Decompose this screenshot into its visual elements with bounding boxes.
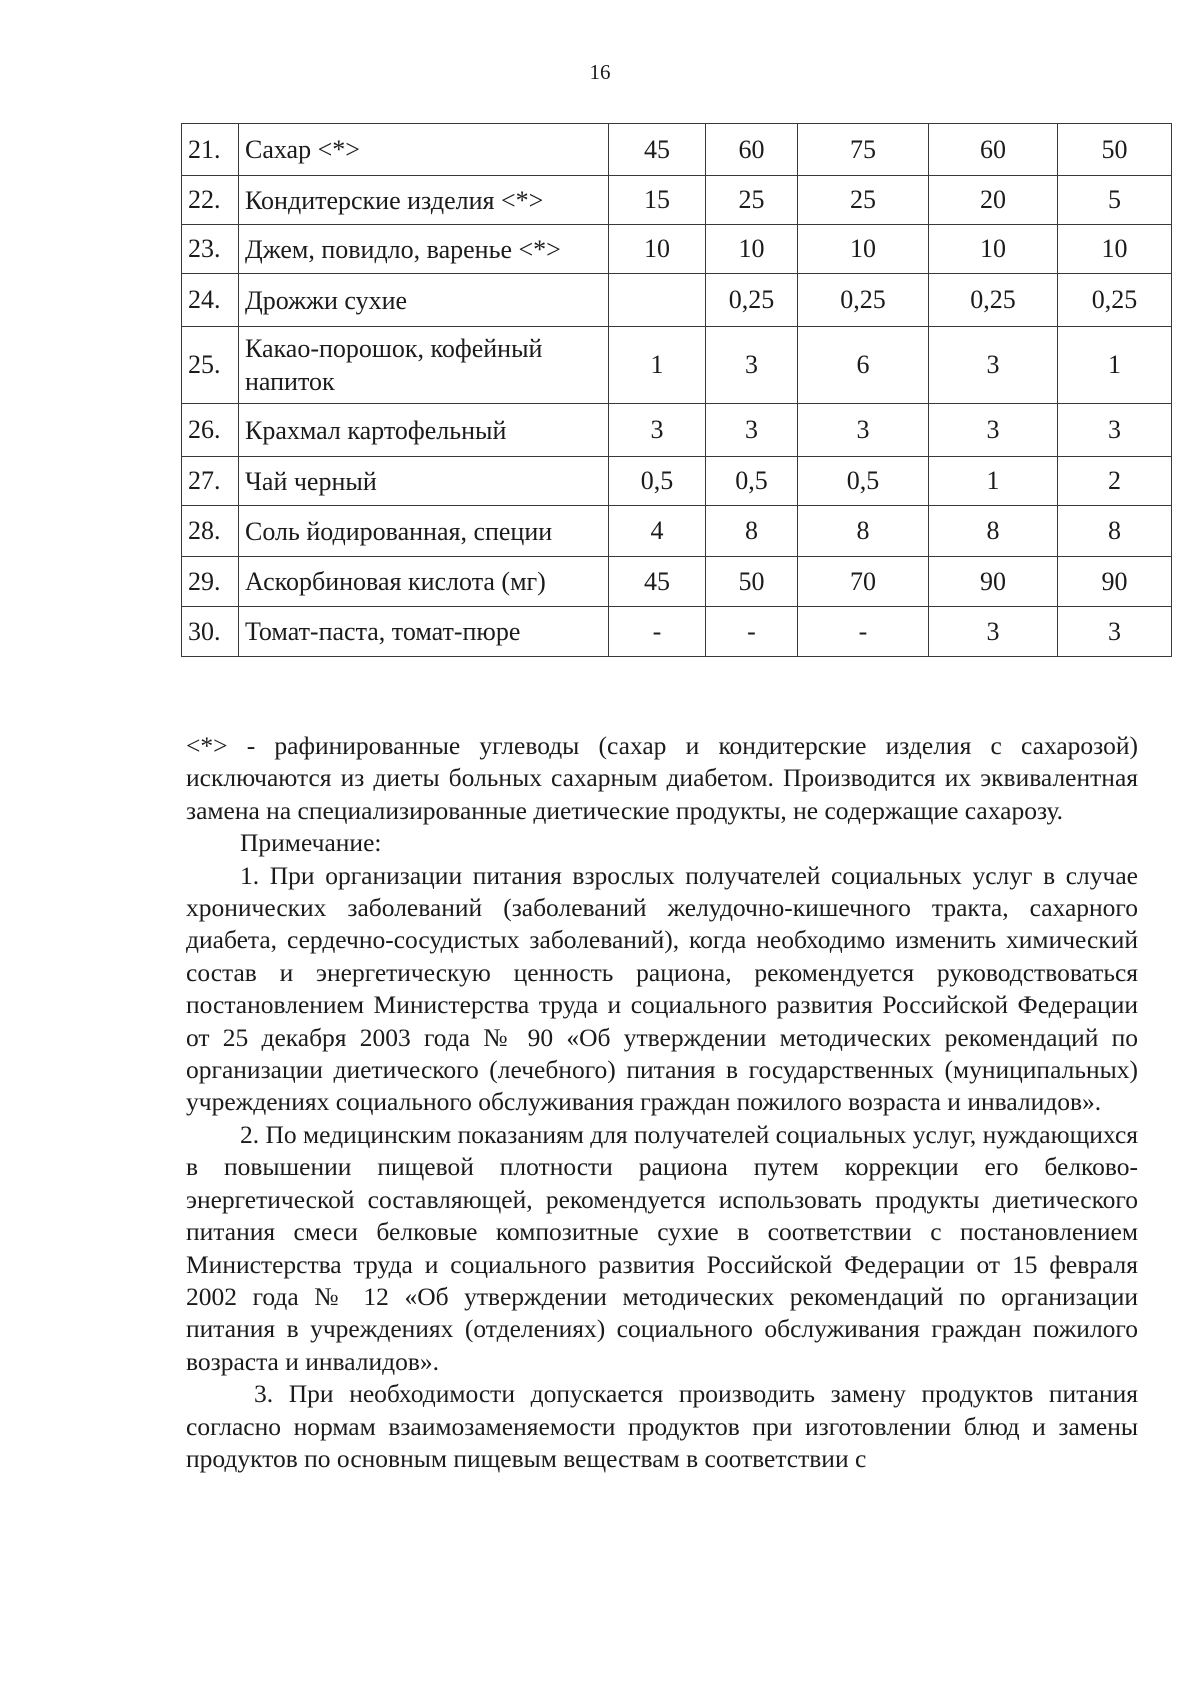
footnote: <*> - рафинированные углеводы (сахар и кондитерские изделия с сахарозой) исключаются из диеты больных сахарным диабетом. Производится их эквивалентная замена на специализированные диетические продукты, не содержащие сахарозу. xyxy=(186,731,1138,825)
norm-value: 25 xyxy=(798,176,929,225)
norm-value: 6 xyxy=(798,327,929,404)
norm-value: 3 xyxy=(1058,607,1172,657)
product-name: Кондитерские изделия <*> xyxy=(239,176,609,225)
product-name: Сахар <*> xyxy=(239,124,609,176)
norm-value: 0,25 xyxy=(798,274,929,327)
norm-value: 8 xyxy=(798,506,929,557)
norm-value: 25 xyxy=(706,176,798,225)
norm-value: 45 xyxy=(609,124,706,176)
norm-value: 10 xyxy=(1058,225,1172,274)
norm-value: 75 xyxy=(798,124,929,176)
note-3: 3. При необходимости допускается производить замену продуктов питания согласно нормам взаимозаменяемости продуктов при изготовлении блюд и замены продуктов по основным пищевым веществам в соответствии с xyxy=(186,1379,1138,1473)
table-body xyxy=(182,124,1172,657)
norm-value: 0,25 xyxy=(706,274,798,327)
product-name: Чай черный xyxy=(239,457,609,506)
norm-value xyxy=(609,274,706,327)
norm-value: 0,5 xyxy=(798,457,929,506)
table-row xyxy=(182,557,1172,607)
table-row xyxy=(182,274,1172,327)
norm-value: 3 xyxy=(1058,404,1172,457)
table-row xyxy=(182,457,1172,506)
row-number: 29. xyxy=(182,557,239,607)
row-number: 25. xyxy=(182,327,239,404)
table-row xyxy=(182,506,1172,557)
row-number: 21. xyxy=(182,124,239,176)
norm-value: 45 xyxy=(609,557,706,607)
norm-value: 15 xyxy=(609,176,706,225)
product-name: Томат-паста, томат-пюре xyxy=(239,607,609,657)
row-number: 27. xyxy=(182,457,239,506)
product-name: Джем, повидло, варенье <*> xyxy=(239,225,609,274)
norm-value: 0,5 xyxy=(609,457,706,506)
product-name: Соль йодированная, специи xyxy=(239,506,609,557)
norm-value: 90 xyxy=(1058,557,1172,607)
product-name: Какао-порошок, кофейный напиток xyxy=(239,327,609,404)
row-number: 24. xyxy=(182,274,239,327)
norm-value: 3 xyxy=(706,327,798,404)
table-row xyxy=(182,607,1172,657)
product-name: Крахмал картофельный xyxy=(239,404,609,457)
norm-value: 3 xyxy=(929,404,1058,457)
food-norms-table xyxy=(181,123,1172,657)
table-row xyxy=(182,176,1172,225)
table-row xyxy=(182,124,1172,176)
product-name: Дрожжи сухие xyxy=(239,274,609,327)
norm-value: 90 xyxy=(929,557,1058,607)
norm-value: - xyxy=(798,607,929,657)
norm-value: 1 xyxy=(609,327,706,404)
norm-value: - xyxy=(706,607,798,657)
norm-value: 5 xyxy=(1058,176,1172,225)
row-number: 22. xyxy=(182,176,239,225)
norm-value: - xyxy=(609,607,706,657)
norm-value: 4 xyxy=(609,506,706,557)
row-number: 26. xyxy=(182,404,239,457)
norm-value: 20 xyxy=(929,176,1058,225)
norm-value: 1 xyxy=(929,457,1058,506)
product-name: Аскорбиновая кислота (мг) xyxy=(239,557,609,607)
note-heading: Примечание: xyxy=(240,828,382,858)
norm-value: 3 xyxy=(706,404,798,457)
table-row xyxy=(182,225,1172,274)
norm-value: 0,25 xyxy=(929,274,1058,327)
norm-value: 50 xyxy=(706,557,798,607)
norm-value: 8 xyxy=(1058,506,1172,557)
norm-value: 70 xyxy=(798,557,929,607)
norm-value: 3 xyxy=(929,327,1058,404)
row-number: 30. xyxy=(182,607,239,657)
norm-value: 8 xyxy=(706,506,798,557)
norm-value: 0,5 xyxy=(706,457,798,506)
notes-section xyxy=(186,730,1138,1475)
row-number: 28. xyxy=(182,506,239,557)
table-row xyxy=(182,327,1172,404)
norm-value: 60 xyxy=(706,124,798,176)
note-2: 2. По медицинским показаниям для получателей социальных услуг, нуждающихся в повышении пищевой плотности рациона путем коррекции его белково-энергетической составляющей, рекомендуется использовать продукты диетического питания смеси белковые композитные сухие в соответствии с постановлением Министерства труда и социального развития Российской Федерации от 15 февраля 2002 года № 12 «Об утверждении методических рекомендаций по организации питания в учреждениях (отделениях) социального обслуживания граждан пожилого возраста и инвалидов». xyxy=(186,1119,1138,1376)
norm-value: 10 xyxy=(609,225,706,274)
norm-value: 3 xyxy=(609,404,706,457)
table-row xyxy=(182,404,1172,457)
norm-value: 50 xyxy=(1058,124,1172,176)
norm-value: 8 xyxy=(929,506,1058,557)
row-number: 23. xyxy=(182,225,239,274)
norm-value: 3 xyxy=(929,607,1058,657)
note-1: 1. При организации питания взрослых получателей социальных услуг в случае хронических заболеваний (заболеваний желудочно-кишечного тракта, сахарного диабета, сердечно-сосудистых заболеваний), когда необходимо изменить химический состав и энергетическую ценность рациона, рекомендуется руководствоваться постановлением Министерства труда и социального развития Российской Федерации от 25 декабря 2003 года № 90 «Об утверждении методических рекомендаций по организации диетического (лечебного) питания в государственных (муниципальных) учреждениях социального обслуживания граждан пожилого возраста и инвалидов». xyxy=(186,860,1138,1117)
page-number: 16 xyxy=(589,60,611,84)
norm-value: 2 xyxy=(1058,457,1172,506)
norm-value: 60 xyxy=(929,124,1058,176)
norm-value: 10 xyxy=(798,225,929,274)
norm-value: 10 xyxy=(929,225,1058,274)
norm-value: 10 xyxy=(706,225,798,274)
norm-value: 0,25 xyxy=(1058,274,1172,327)
norm-value: 1 xyxy=(1058,327,1172,404)
norm-value: 3 xyxy=(798,404,929,457)
